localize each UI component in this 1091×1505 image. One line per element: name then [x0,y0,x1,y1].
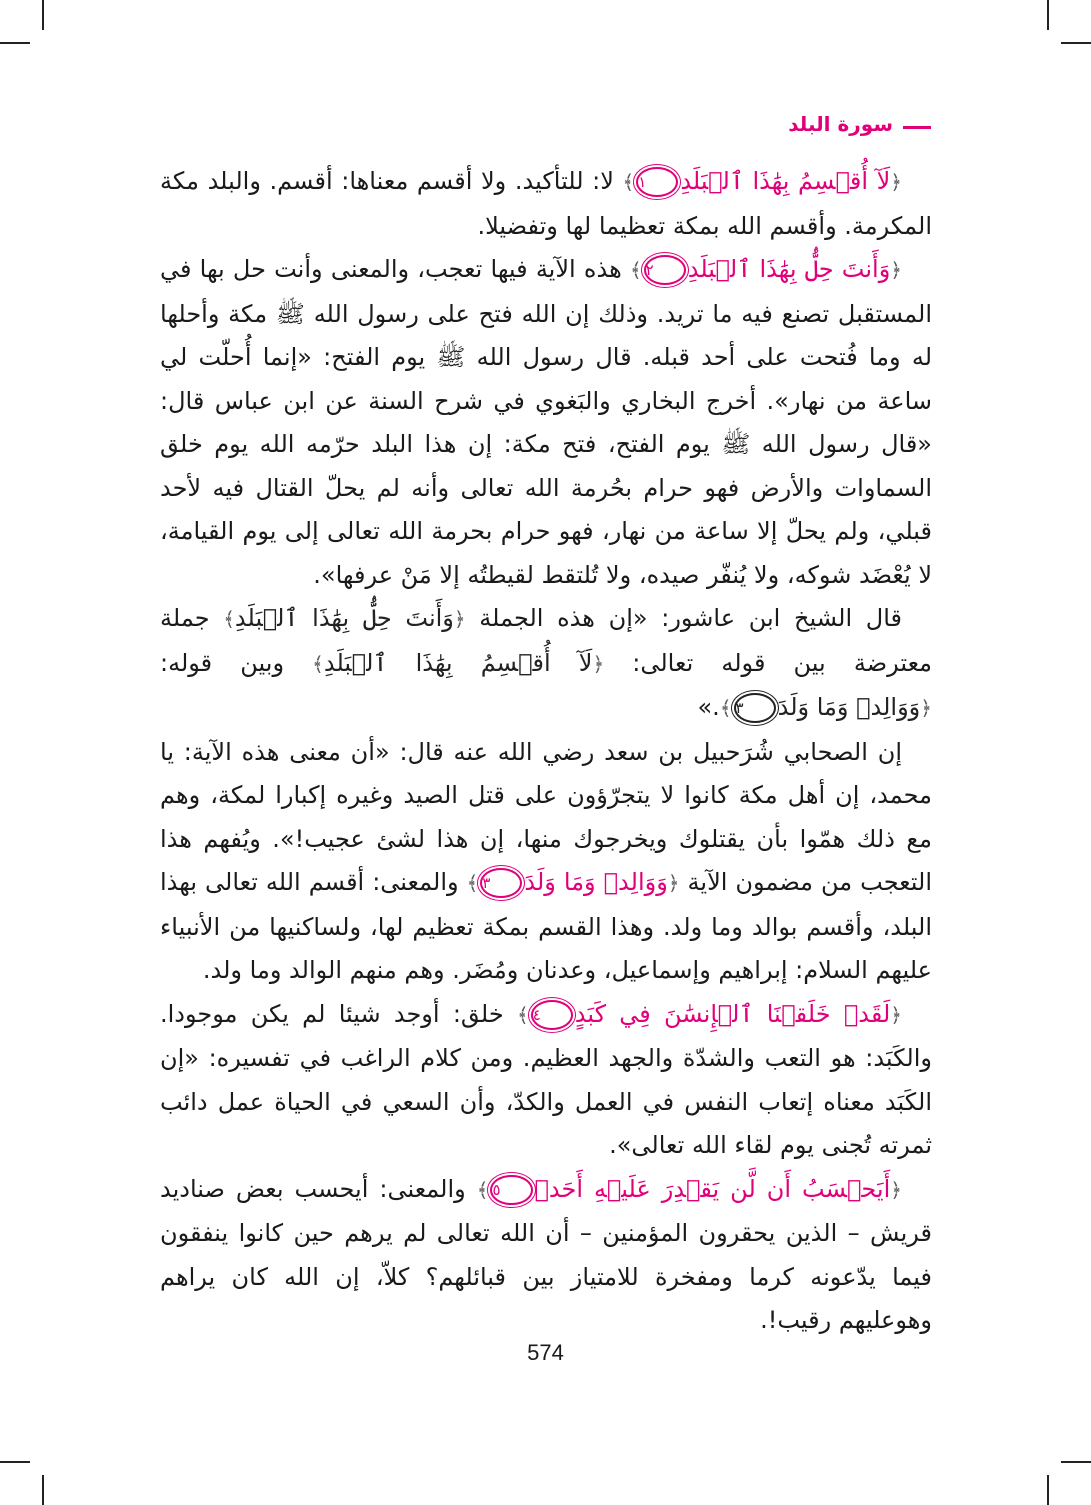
ayah-inline-quote [720,693,932,721]
paragraph-ibn-ashur [160,597,932,731]
ayah-text: لَآ أُقۡسِمُ بِهَٰذَا ٱلۡبَلَدِ [323,648,593,677]
tafsir-body [160,160,932,1343]
ornate-bracket-open: ﴿ [592,651,605,676]
ornate-bracket-close: ﴾ [476,1177,489,1202]
crop-mark-bottom-right-horizontal [1061,1461,1091,1463]
crop-mark-top-left-vertical [42,0,44,30]
ayah-text: وَوَالِدٖ وَمَا وَلَدَ [524,868,668,896]
ayah-text: وَوَالِدٖ وَمَا وَلَدَ [777,693,921,721]
ayah-quote [477,1175,902,1203]
commentary-text: .» [697,693,720,721]
ornate-bracket-open: ﴿ [453,607,466,631]
ornate-bracket-close: ﴾ [223,607,235,631]
commentary-text: خلق: أوجد شيئا لم يكن موجودا. والكَبَد: هو التعب والشدّة والجهد العظيم. ومن كلام الراغب في تفسيره: «إن الكَبَد معناه إتعاب النفس في العمل والكدّ، وأن السعي في الحياة عمل دائب ثمرته تُجنى يوم لقاء الله تعالى». [160,999,932,1159]
ayah-number-medallion: ٣ [734,693,776,723]
crop-mark-top-right-vertical [1047,0,1049,30]
ayah-quote [630,255,902,283]
ayah-text: لَآ أُقۡسِمُ بِهَٰذَا ٱلۡبَلَدِ [680,167,891,195]
ornate-bracket-close: ﴾ [622,170,635,194]
ayah-text: وَأَنتَ حِلُّۢ بِهَٰذَا ٱلۡبَلَدِ [234,604,454,632]
ornate-bracket-open: ﴿ [890,1177,902,1202]
ornate-bracket-open: ﴿ [890,1002,902,1027]
ornate-bracket-close: ﴾ [719,696,732,720]
commentary-text: والمعنى: أقسم الله تعالى بهذا البلد، وأقسم بوالد وما ولد. وهذا القسم بمكة تعظيم لها، ولساكنيها من الأنبياء عليهم السلام: إبراهيم وإسماعيل، وعدنان ومُضَر. وهم منهم الوالد وما ولد. [160,868,932,984]
commentary-text: إن الصحابي شُرَحبيل بن سعد رضي الله عنه قال: «أن معنى هذه الآية: يا محمد، إن أهل مكة كانوا لا يتجرّؤون على قتل الصيد وغيره إكبارا لمكة، وهم مع ذلك همّوا بأن يقتلوك ويخرجوك منها، إن هذا لشئ عجيب!». ويُفهم هذا التعجب من مضمون الآية [160,737,932,896]
surah-title: سورة البلد [788,112,893,136]
paragraph-ayah-3 [160,731,932,993]
ayah-quote [623,167,902,195]
crop-mark-top-left-horizontal [0,42,30,44]
paragraph-ayah-1 [160,160,932,248]
paragraph-ayah-2 [160,248,932,597]
ornate-bracket-close: ﴾ [312,651,324,676]
paragraph-ayah-4 [160,993,932,1168]
ornate-bracket-close: ﴾ [466,871,479,895]
ayah-number-medallion: ١ [636,167,678,197]
ornate-bracket-open: ﴿ [890,170,902,194]
commentary-text: والمعنى: أيحسب بعض صناديد قريش – الذين يحقرون المؤمنين – أن الله تعالى لم يرهم حين كانوا ينفقون فيما يدّعونه كرما ومفخرة للامتياز بين قبائلهم؟ كلاّ، إن الله كان يراهم وهوعليهم رقيب!. [160,1174,932,1334]
crop-mark-top-right-horizontal [1061,42,1091,44]
ayah-text: أَيَحۡسَبُ أَن لَّن يَقۡدِرَ عَلَيۡهِ أَحَدٞ [534,1174,891,1203]
ayah-text: لَقَدۡ خَلَقۡنَا ٱلۡإِنسَٰنَ فِي كَبَدٍ [574,999,891,1028]
commentary-text: قال الشيخ ابن عاشور: «إن هذه الجملة [479,604,902,632]
ayah-number-medallion: ٤ [531,1000,573,1030]
crop-mark-bottom-right-vertical [1047,1475,1049,1505]
ayah-number-medallion: ٣ [480,868,522,898]
ayah-inline-quote [223,604,465,632]
ayah-text: وَأَنتَ حِلُّۢ بِهَٰذَا ٱلۡبَلَدِ [687,255,891,283]
ayah-quote [517,1000,902,1028]
running-header [788,112,931,136]
ornate-bracket-close: ﴾ [516,1002,529,1027]
ayah-inline-quote [312,649,604,677]
crop-mark-bottom-left-vertical [42,1475,44,1505]
crop-mark-bottom-left-horizontal [0,1461,30,1463]
ornate-bracket-close: ﴾ [629,258,642,282]
ornate-bracket-open: ﴿ [890,258,903,282]
commentary-text: وبين قوله: [160,648,285,677]
commentary-text: هذه الآية فيها تعجب، والمعنى وأنت حل بها في المستقبل تصنع فيه ما تريد. وذلك إن الله فتح على رسول الله ﷺ مكة وأحلها له وما فُتحت على أحد قبله. قال رسول الله ﷺ يوم الفتح: «إنما أُحلّت لي ساعة من نهار». أخرج البخاري والبَغوي في شرح السنة عن ابن عباس قال: «قال رسول الله ﷺ يوم الفتح، فتح مكة: إن هذا البلد حرّمه الله يوم خلق السماوات والأرض فهو حرام بحُرمة الله تعالى وأنه لم يحلّ القتال فيه لأحد قبلي، ولم يحلّ إلا ساعة من نهار، فهو حرام بحرمة الله تعالى إلى يوم القيامة، لا يُعْضَد شوكه، ولا يُنفّر صيده، ولا تُلتقط لقيطتُه إلا مَنْ عرفها». [160,255,932,589]
ornate-bracket-open: ﴿ [920,696,932,720]
ayah-number-medallion: ٢ [644,255,686,285]
ayah-quote [467,868,680,896]
paragraph-ayah-5 [160,1168,932,1343]
commentary-text: جملة معترضة بين قوله تعالى: [160,604,933,677]
page-number: 574 [527,1340,564,1365]
ayah-number-medallion: ٥ [490,1175,532,1205]
commentary-text: لا: للتأكيد. ولا أقسم معناها: أقسم. والبلد مكة المكرمة. وأقسم الله بمكة تعظيما لها وتفضيلا. [160,167,932,240]
ornate-bracket-open: ﴿ [667,871,680,895]
header-rule [903,126,931,129]
